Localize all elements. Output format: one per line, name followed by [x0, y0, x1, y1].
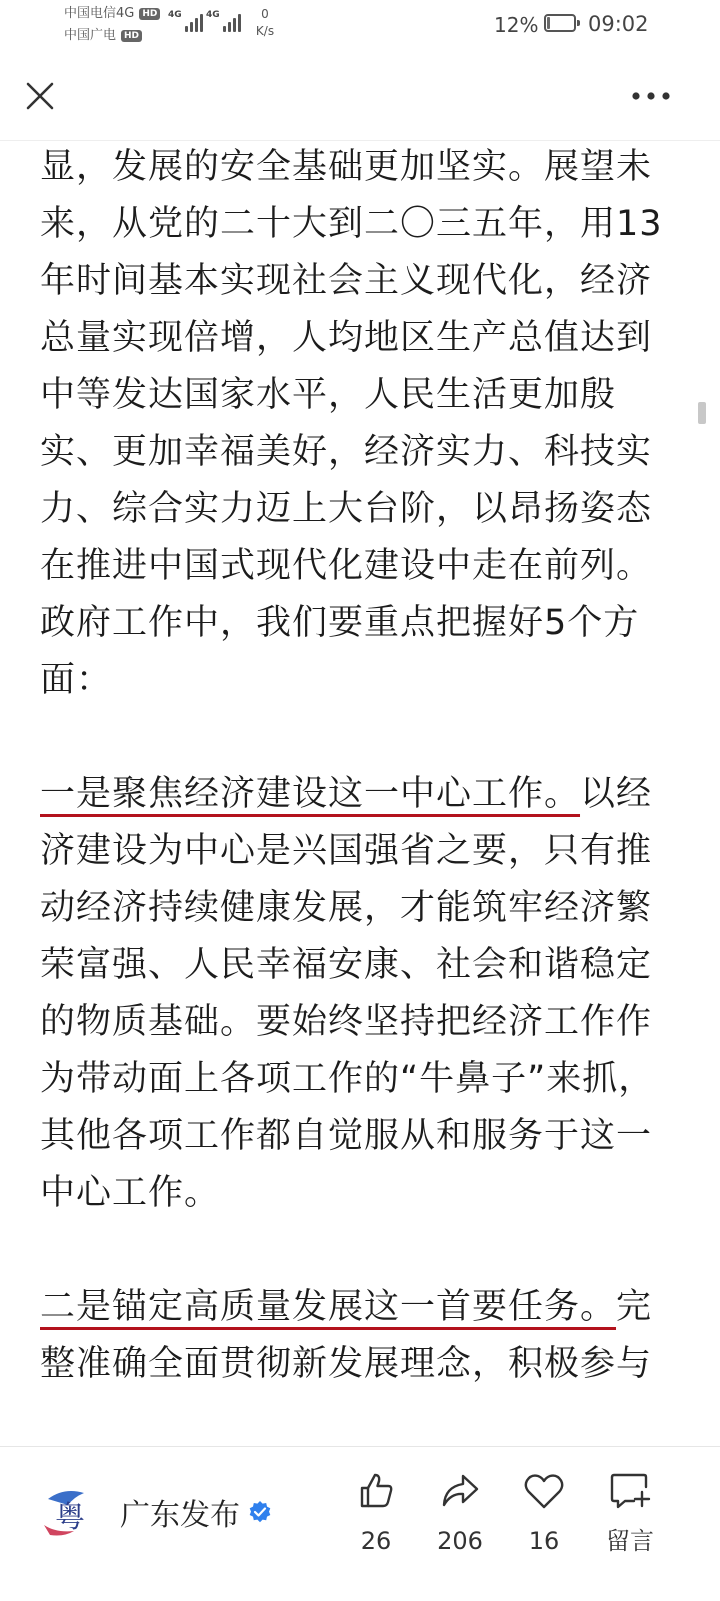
share-arrow-icon: [439, 1471, 481, 1511]
svg-text:粤: 粤: [55, 1500, 85, 1535]
top-navigation-bar: [0, 56, 720, 141]
section-body: 以经济建设为中心是兴国强省之要，只有推动经济持续健康发展，才能筑牢经济繁荣富强、人民幸福安康、社会和谐稳定的物质基础。要始终坚持把经济工作作为带动面上各项工作的“牛鼻子”来抓，其他各项工作都自觉服从和服务于这一中心工作。: [40, 774, 655, 1213]
more-horizontal-icon: [631, 91, 671, 101]
network-type-label: 4G: [168, 10, 182, 20]
power-saving-leaf-icon: ❦: [553, 16, 563, 29]
battery-level-fill: [547, 17, 550, 29]
account-name[interactable]: 广东发布: [120, 1498, 240, 1533]
carrier-1-name: 中国电信4G: [64, 6, 135, 21]
network-speed: [252, 6, 278, 40]
network-speed-unit: K/s: [255, 24, 275, 38]
battery-icon: [544, 14, 576, 32]
avatar[interactable]: [34, 1477, 104, 1547]
like-button[interactable]: [336, 1469, 416, 1555]
thumbs-up-icon: [356, 1471, 396, 1511]
close-icon: [25, 81, 55, 111]
battery-percent: 12%: [494, 13, 539, 37]
article-content[interactable]: [40, 140, 680, 1446]
clock: 09:02: [588, 12, 649, 36]
like-count: 26: [360, 1527, 392, 1555]
carrier-2-name: 中国广电: [64, 28, 117, 43]
favorite-count: 16: [528, 1527, 560, 1555]
hd-badge: HD: [121, 30, 142, 42]
close-button[interactable]: [20, 76, 60, 116]
signal-strength-icon: [168, 10, 203, 32]
carrier-2: [64, 29, 142, 42]
status-bar: [0, 0, 720, 56]
avatar-logo-icon: [34, 1477, 104, 1547]
comment-button[interactable]: [590, 1469, 670, 1555]
section-heading: 一是聚焦经济建设这一中心工作。: [40, 774, 581, 814]
share-count: 206: [437, 1527, 483, 1555]
article-section: [40, 766, 680, 1222]
article-section: [40, 1279, 680, 1393]
publisher-account[interactable]: [34, 1477, 272, 1547]
hd-badge: HD: [139, 8, 160, 20]
section-heading: 二是锚定高质量发展这一首要任务。: [40, 1287, 617, 1327]
verified-badge-icon: [248, 1500, 272, 1524]
signal-strength-icon: [206, 10, 241, 32]
share-button[interactable]: [420, 1469, 500, 1555]
heart-icon: [523, 1472, 565, 1510]
carrier-1: [64, 7, 160, 20]
comment-label: 留言: [606, 1527, 654, 1555]
bottom-action-bar: [0, 1446, 720, 1601]
network-speed-value: 0: [261, 7, 269, 21]
article-paragraph: 显，发展的安全基础更加坚实。展望未来，从党的二十大到二〇三五年，用13年时间基本实现社会主义现代化，经济总量实现倍增，人均地区生产总值达到中等发达国家水平，人民生活更加殷实、更加幸福美好，经济实力、科技实力、综合实力迈上大台阶，以昂扬姿态在推进中国式现代化建设中走在前列。政府工作中，我们要重点把握好5个方面：: [40, 147, 663, 700]
comment-add-icon: [608, 1471, 652, 1511]
favorite-button[interactable]: [504, 1469, 584, 1555]
scrollbar-thumb[interactable]: [698, 402, 706, 424]
more-options-button[interactable]: [626, 76, 676, 116]
section-body: 完整准确全面贯彻新发展理念，积极参与: [40, 1287, 653, 1384]
network-type-label: 4G: [206, 10, 220, 20]
